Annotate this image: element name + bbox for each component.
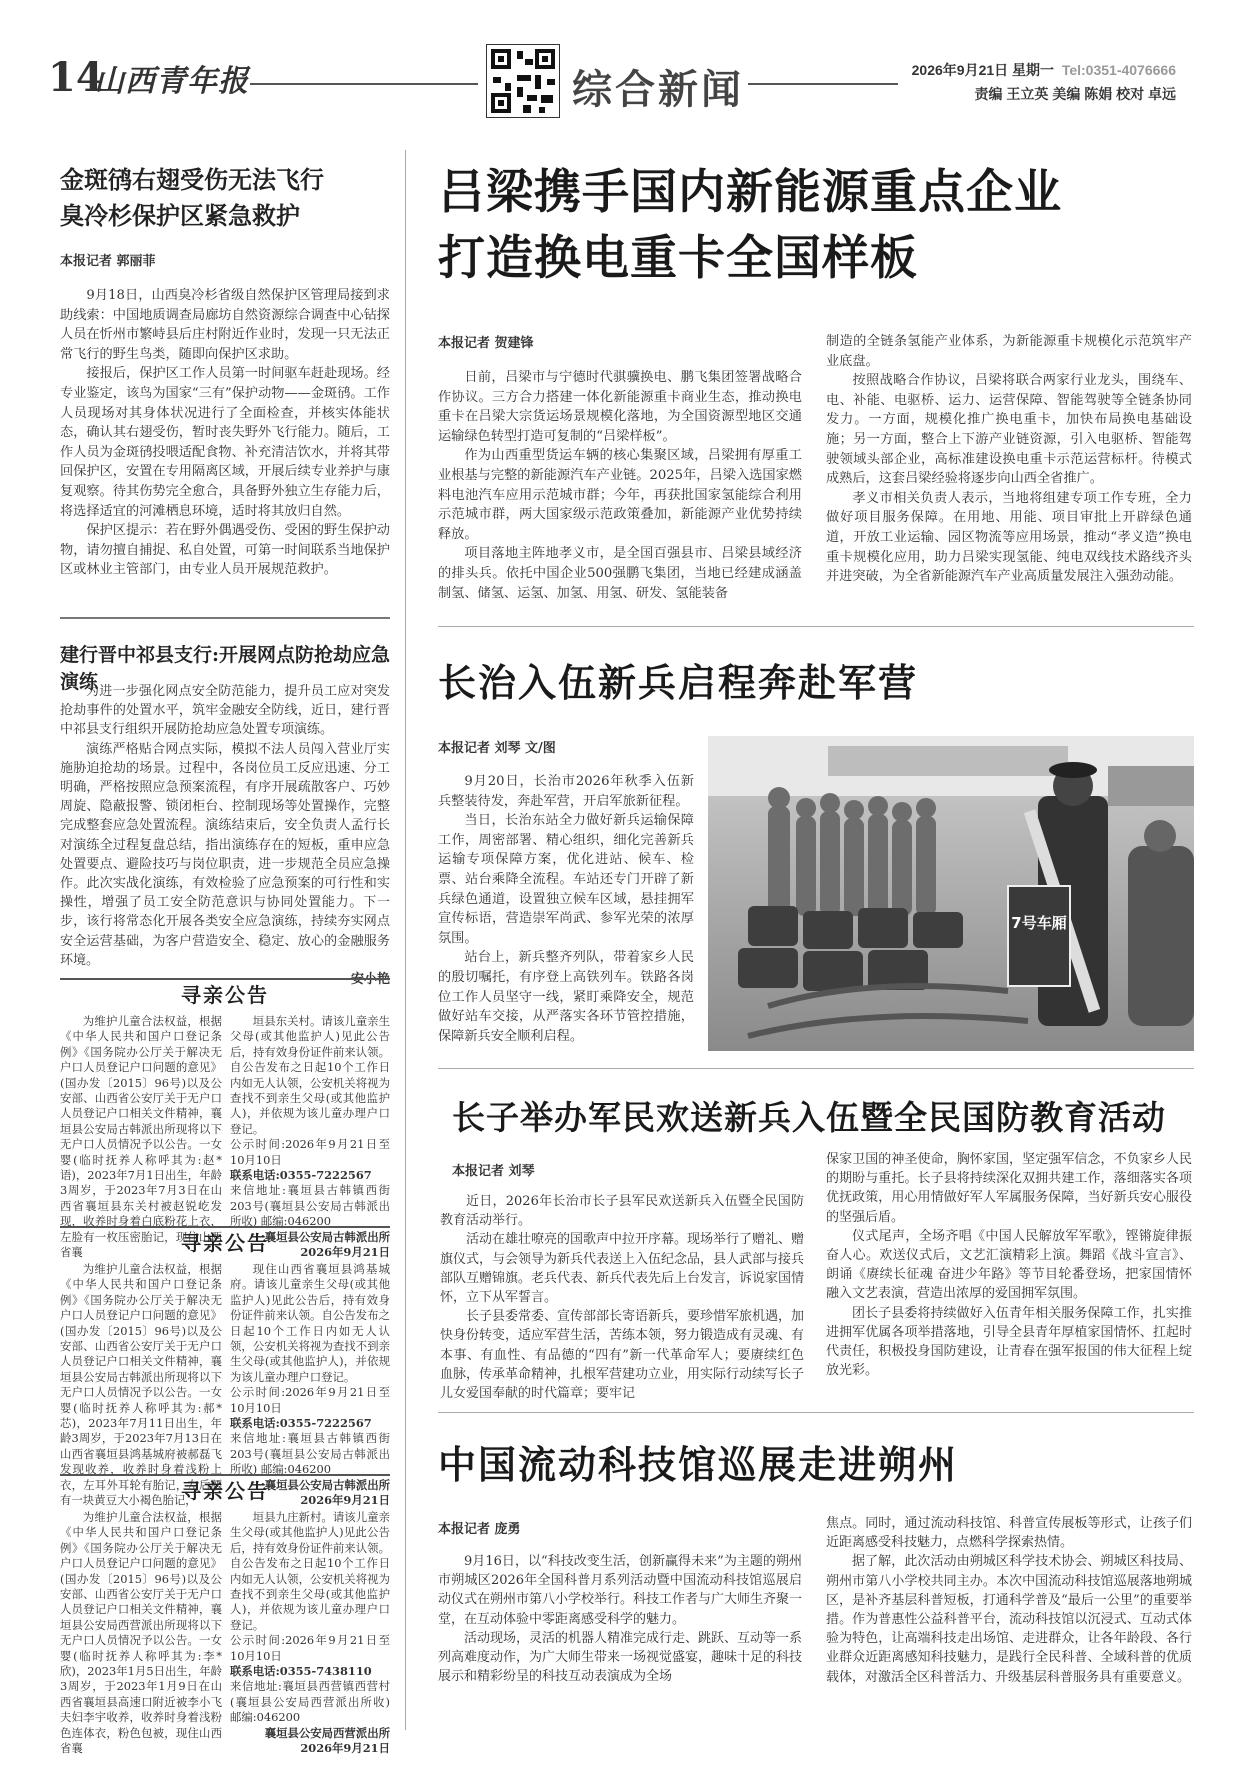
- article6-paragraph: 活动现场，灵活的机器人精准完成行走、跳跃、互动等一系列高难度动作，为广大师生带来一场视觉盛宴，趣味十足的科技展示和精彩纷呈的科技互动表演成为全场: [438, 1630, 803, 1685]
- left-divider: [60, 617, 390, 619]
- notice-title: 寻亲公告: [181, 983, 269, 1007]
- notice-left-text: [60, 1014, 222, 1260]
- notice-address: 来信地址:襄垣县古韩镇西街203号(襄垣县公安局古韩派出所收) 邮编:046200: [230, 1431, 390, 1477]
- article5-col1: [440, 1192, 804, 1403]
- article3-paragraph: 孝义市相关负责人表示，当地将组建专项工作专班，全力做好项目服务保障。在用地、用能、项目审批上开辟绿色通道，开放工业运输、园区物流等应用场景，推动“孝义造”换电重卡规模化应用，助力吕梁实现氢能、纯电双线技术路线齐头并进突破，为全省新能源汽车产业高质量发展注入强劲动能。: [826, 490, 1192, 585]
- notice-right-text: [230, 1510, 390, 1757]
- notice-date: 公示时间:2026年9月21日至10月10日: [230, 1385, 390, 1415]
- article3-col2: [826, 332, 1192, 587]
- article1-title-line2: 臭冷杉保护区紧急救护: [60, 201, 300, 230]
- article5-byline: 本报记者 刘琴: [452, 1164, 535, 1179]
- notice-phone: 联系电话:0355-7438110: [230, 1664, 372, 1679]
- notice-right-text: [230, 1262, 390, 1509]
- article6-col1: [438, 1552, 802, 1686]
- article4-byline: 本报记者 刘琴 文/图: [438, 741, 556, 756]
- notice-address: 来信地址:襄垣县西营镇西营村(襄垣县公安局西营派出所收) 邮编:046200: [230, 1679, 390, 1725]
- notice-title: 寻亲公告: [181, 1479, 269, 1503]
- article3-paragraph: 制造的全链条氢能产业体系，为新能源重卡规模化示范筑牢产业底盘。: [826, 334, 1192, 369]
- article1-byline: 本报记者 郭丽菲: [60, 254, 156, 269]
- notice-sign: 襄垣县公安局古韩派出所: [264, 1229, 390, 1244]
- column-separator: [405, 150, 406, 1730]
- article5-paragraph: 长子县委常委、宣传部部长寄语新兵，要珍惜军旅机遇，加快身份转变，适应军营生活，苦练本领，努力锻造成有灵魂、有本事、有血性、有品德的“四有”新一代革命军人；要赓续红色血脉，传承革命精神，扎根军营建功立业，用实际行动续写长子儿女爱国奉献的时代篇章；要牢记: [440, 1309, 805, 1402]
- divider: [438, 1412, 1194, 1413]
- notice-phone: 联系电话:0355-7222567: [230, 1168, 372, 1183]
- article4-title: 长治入伍新兵启程奔赴军营: [438, 660, 919, 705]
- notice-1: [60, 978, 390, 1260]
- article4-paragraph: 9月20日，长治市2026年秋季入伍新兵整装待发，奔赴军营，开启军旅新征程。: [438, 774, 694, 809]
- article2-body: [60, 682, 390, 989]
- header-tel: Tel:0351-4076666: [1061, 62, 1176, 78]
- section-title: 综合新闻: [572, 66, 744, 113]
- photo-sign-text: 7号车厢: [1011, 914, 1067, 932]
- article5-paragraph: 保家卫国的神圣使命，胸怀家国，坚定强军信念，不负家乡人民的期盼与重托。长子县将持续深化双拥共建工作，落细落实各项优抚政策，用心用情做好军人军属服务保障，当好新兵安心服役的坚强后盾。: [826, 1152, 1192, 1225]
- article1-paragraph: 接报后，保护区工作人员第一时间驱车赶赴现场。经专业鉴定，该鸟为国家“三有”保护动物——金斑鸻。工作人员现场对其身体状况进行了全面检查，并核实体能状态，确认其右翅受伤，暂时丧失野外飞行能力。随后，工作人员为金斑鸻投喂适配食物、补充清洁饮水，并将其带回保护区，安置在专用隔离区域，开展后续专业养护与康复观察。待其伤势完全愈合，具备野外独立生存能力后，将选择适宜的河滩栖息环境，适时将其放归自然。: [60, 366, 390, 519]
- article3-paragraph: 作为山西重型货运车辆的核心集聚区域，吕梁拥有厚重工业根基与完整的新能源汽车产业链。2025年，吕梁入选国家燃料电池汽车应用示范城市群；今年，再获批国家氢能综合利用示范城市群，两大国家级示范政策叠加，新能源产业优势持续释放。: [438, 448, 802, 542]
- notice-date: 公示时间:2026年9月21日至10月10日: [230, 1137, 390, 1167]
- header-dateline: [912, 58, 1176, 106]
- page-number: 14: [48, 54, 104, 101]
- notice-3: [60, 1474, 390, 1756]
- recruits-photo-image: [708, 736, 1194, 1051]
- notice-right-text: [230, 1014, 390, 1261]
- header-rule-right: [748, 83, 898, 85]
- recruits-photo: [708, 736, 1194, 1051]
- article5-paragraph: 仪式尾声，全场齐唱《中国人民解放军军歌》，铿锵旋律振奋人心。欢送仪式后，文艺汇演精彩上演。舞蹈《战斗宣言》、朗诵《赓续长征魂 奋进少年路》等节目轮番登场，把家国情怀融入文艺表演，营造出浓厚的爱国拥军氛围。: [826, 1228, 1192, 1302]
- article6-paragraph: 焦点。同时，通过流动科技馆、科普宣传展板等形式，让孩子们近距离感受科技魅力，点燃科学探索热情。: [826, 1516, 1192, 1551]
- divider: [438, 626, 1194, 627]
- article1-title-line1: 金斑鸻右翅受伤无法飞行: [60, 165, 324, 194]
- notice-paragraph: 垣县东关村。请该儿童亲生父母(或其他监护人)见此公告后，持有效身份证件前来认领。自公告发布之日起10个工作日内如无人认领，公安机关将视为查找不到亲生父母(或其他监护人)，并依规为该儿童办理户口登记。: [230, 1014, 390, 1136]
- divider: [438, 1068, 1194, 1069]
- notice-paragraph: 为维护儿童合法权益，根据《中华人民共和国户口登记条例》《国务院办公厅关于解决无户口人员登记户口问题的意见》(国办发〔2015〕96号)以及公安部、山西省公安厅关于无户口人员登记户口相关文件精神，襄垣县公安局西营派出所现将以下无户口人员情况予以公告。一女婴(临时抚养人称呼其为:李*欣)，2023年1月5日出生，年龄3周岁，于2023年1月9日在山西省襄垣县高速口附近被李小飞夫妇李宇收养，收养时身着浅粉色连体衣，粉色包被，现住山西省襄: [60, 1510, 222, 1756]
- notice-title: 寻亲公告: [181, 1231, 269, 1255]
- notice-paragraph: 垣县九庄新村。请该儿童亲生父母(或其他监护人)见此公告后，持有效身份证件前来认领。自公告发布之日起10个工作日内如无人认领，公安机关将视为查找不到亲生父母(或其他监护人)，并依规为该儿童办理户口登记。: [230, 1510, 390, 1632]
- notice-sign: 襄垣县公安局西营派出所: [264, 1725, 390, 1740]
- notice-paragraph: 现住山西省襄垣县鸿基城府。请该儿童亲生父母(或其他监护人)见此公告后，持有效身份证件前来认领。自公告发布之日起10个工作日内如无人认领，公安机关将视为查找不到亲生父母(或其他监护人)，并依规为该儿童办理户口登记。: [230, 1262, 390, 1384]
- notice-sign-date: 2026年9月21日: [300, 1493, 390, 1508]
- article4-paragraph: 站台上，新兵整齐列队，带着家乡人民的殷切嘱托，有序登上高铁列车。铁路各岗位工作人员坚守一线，紧盯乘降安全，规范做好站车交接，从严落实各环节管控措施，保障新兵安全顺利启程。: [438, 950, 694, 1044]
- notice-paragraph: 为维护儿童合法权益，根据《中华人民共和国户口登记条例》《国务院办公厅关于解决无户口人员登记户口问题的意见》(国办发〔2015〕96号)以及公安部、山西省公安厅关于无户口人员登记户口相关文件精神，襄垣县公安局古韩派出所现将以下无户口人员情况予以公告。一女婴(临时抚养人称呼其为:赵*语)，2023年7月1日出生，年龄3周岁，于2023年7月3日在山西省襄垣县东关村被赵锐屹发现，收养时身着白底粉花上衣，左脸有一枚压密胎记，现住山西省襄: [60, 1014, 222, 1260]
- article6-byline: 本报记者 庞勇: [438, 1522, 521, 1537]
- article5-paragraph: 团长子县委将持续做好入伍青年相关服务保障工作，扎实推进拥军优属各项举措落地，引导全县青年厚植家国情怀、扛起时代责任，积极投身国防建设，让青春在强军报国的伟大征程上绽放光彩。: [826, 1305, 1192, 1379]
- notice-paragraph: 为维护儿童合法权益，根据《中华人民共和国户口登记条例》《国务院办公厅关于解决无户口人员登记户口问题的意见》(国办发〔2015〕96号)以及公安部、山西省公安厅关于无户口人员登记户口相关文件精神，襄垣县公安局古韩派出所现将以下无户口人员情况予以公告。一女婴(临时抚养人称呼其为:郝*芯)，2023年7月11日出生，年龄3周岁，于2023年7月13日在山西省襄垣县鸿基城府被郝磊飞发现收养，收养时身着浅粉上衣，左耳外耳轮有胎记，左后腰有一块黄豆大小褐色胎记，: [60, 1262, 222, 1508]
- article6-paragraph: 据了解，此次活动由朔城区科学技术协会、朔城区科技局、朔州市第八小学校共同主办。本次中国流动科技馆巡展落地朔城区，是补齐基层科普短板，打通科学普及“最后一公里”的重要举措。作为普惠性公益科普平台，流动科技馆以沉浸式、互动式体验为特色，让高端科技走出场馆、走进群众，让各年龄段、各行业群众近距离感知科技魅力，是践行全民科普、全域科普的优质载体，对激活全区科普活力、升级基层科普服务具有重要意义。: [826, 1554, 1192, 1685]
- article6-col2: [826, 1514, 1192, 1687]
- article2-author: 安小艳: [350, 972, 390, 988]
- header-editors: 责编 王立英 美编 陈娟 校对 卓远: [974, 86, 1176, 102]
- notice-left-text: [60, 1262, 222, 1508]
- article2-paragraph: 为进一步强化网点安全防范能力，提升员工应对突发抢劫事件的处置水平，筑牢金融安全防线，近日，建行晋中祁县支行组织开展防抢劫应急处置专项演练。: [60, 684, 390, 738]
- header-rule-left: [250, 83, 478, 85]
- notice-address: 来信地址:襄垣县古韩镇西街203号(襄垣县公安局古韩派出所收) 邮编:046200: [230, 1183, 390, 1229]
- article2-title: 建行晋中祁县支行:开展网点防抢劫应急演练: [60, 644, 391, 693]
- article1-body: [60, 286, 390, 580]
- article5-paragraph: 近日，2026年长治市长子县军民欢送新兵入伍暨全民国防教育活动举行。: [440, 1194, 804, 1229]
- article6-title: 中国流动科技馆巡展走进朔州: [438, 1442, 959, 1487]
- article3-paragraph: 项目落地主阵地孝义市，是全国百强县市、吕梁县域经济的排头兵。依托中国企业500强鹏飞集团，当地已经建成涵盖制氢、储氢、运氢、加氢、用氢、研发、氢能装备: [438, 546, 802, 601]
- article2-paragraph: 演练严格贴合网点实际，模拟不法人员闯入营业厅实施胁迫抢劫的场景。过程中，各岗位员工反应迅速、分工明确，严格按照应急预案流程，有序开展疏散客户、巧妙周旋、隐蔽报警、锁闭柜台、控制现场等处置操作，完整完成整套应急处置流程。演练结束后，安全负责人孟行长对演练全过程复盘总结，指出演练存在的短板，重申应急处置要点、避险技巧与岗位职责，进一步规范全员应急操作。此次实战化演练，有效检验了应急预案的可行性和实操性，增强了员工安全防范意识与协同处置能力。下一步，该行将常态化开展各类安全应急演练，持续夯实网点安全运营基础，为客户营造安全、稳定、放心的金融服务环境。: [60, 741, 390, 968]
- article3-byline: 本报记者 贺建锋: [438, 336, 534, 351]
- newspaper-logo: 山西青年报: [94, 64, 249, 99]
- article1-title: [60, 162, 390, 234]
- article1-paragraph: 9月18日，山西臭冷杉省级自然保护区管理局接到求助线索：中国地质调查局廊坊自然资源综合调查中心钻探人员在忻州市繁峙县后庄村附近作业时，发现一只无法正常飞行的野生鸟类，随即向保护区求助。: [60, 288, 390, 362]
- article1-paragraph: 保护区提示：若在野外偶遇受伤、受困的野生保护动物，请勿擅自捕捉、私自处置，可第一时间联系当地保护区或林业主管部门，由专业人员开展规范救护。: [60, 523, 390, 578]
- article3-title-line1: 吕梁携手国内新能源重点企业: [438, 165, 1062, 220]
- article4-paragraph: 当日，长治东站全力做好新兵运输保障工作，周密部署、精心组织，细化完善新兵运输专项保障方案，优化进站、候车、检票、站台乘降全流程。车站还专门开辟了新兵绿色通道，设置独立候车区域，悬挂拥军宣传标语，营造崇军尚武、参军光荣的浓厚氛围。: [438, 813, 694, 946]
- article3-col1: [438, 368, 802, 603]
- article6-paragraph: 9月16日，以“科技改变生活，创新赢得未来”为主题的朔州市朔城区2026年全国科普月系列活动暨中国流动科技馆巡展启动仪式在朔州市第八小学校举行。科技工作者与广大师生齐聚一堂，在互动体验中零距离感受科学的魅力。: [438, 1554, 803, 1627]
- notice-2: [60, 1226, 390, 1508]
- article5-title: 长子举办军民欢送新兵入伍暨全民国防教育活动: [452, 1098, 1166, 1137]
- notice-sign: 襄垣县公安局古韩派出所: [264, 1477, 390, 1492]
- notice-date: 公示时间:2026年9月21日至10月10日: [230, 1633, 390, 1663]
- header-date: 2026年9月21日 星期一: [911, 62, 1055, 78]
- article5-paragraph: 活动在雄壮嘹亮的国歌声中拉开序幕。现场举行了赠礼、赠旗仪式，与会领导为新兵代表送上入伍纪念品，县人武部与接兵部队互赠锦旗。老兵代表、新兵代表先后上台发言，诉说家国情怀，立下从军誓言。: [440, 1232, 805, 1306]
- article3-title-line2: 打造换电重卡全国样板: [438, 231, 918, 286]
- notice-sign-date: 2026年9月21日: [300, 1741, 390, 1756]
- article5-col2: [826, 1150, 1192, 1380]
- article3-paragraph: 按照战略合作协议，吕梁将联合两家行业龙头，围绕车、电、补能、电驱桥、运力、运营保障、智能驾驶等全链条协同发力。一方面，规模化推广换电重卡，加快布局换电基础设施；另一方面，整合上下游产业链资源，引入电驱桥、智能驾驶领域头部企业，高标准建设换电重卡示范运营标杆。待模式成熟后，这套吕梁经验将逐步向山西全省推广。: [826, 373, 1192, 487]
- qr-code-icon: [486, 44, 560, 118]
- article4-body: [438, 772, 694, 1046]
- notice-phone: 联系电话:0355-7222567: [230, 1416, 372, 1431]
- notice-left-text: [60, 1510, 222, 1756]
- notice-sign-date: 2026年9月21日: [300, 1245, 390, 1260]
- article3-title: [438, 160, 1198, 292]
- article3-paragraph: 日前，吕梁市与宁德时代骐骥换电、鹏飞集团签署战略合作协议。三方合力搭建一体化新能源重卡商业生态，推动换电重卡在吕梁大宗货运场景规模化落地，为全国资源型地区交通运输绿色转型打造可复制的“吕梁样板”。: [438, 370, 802, 444]
